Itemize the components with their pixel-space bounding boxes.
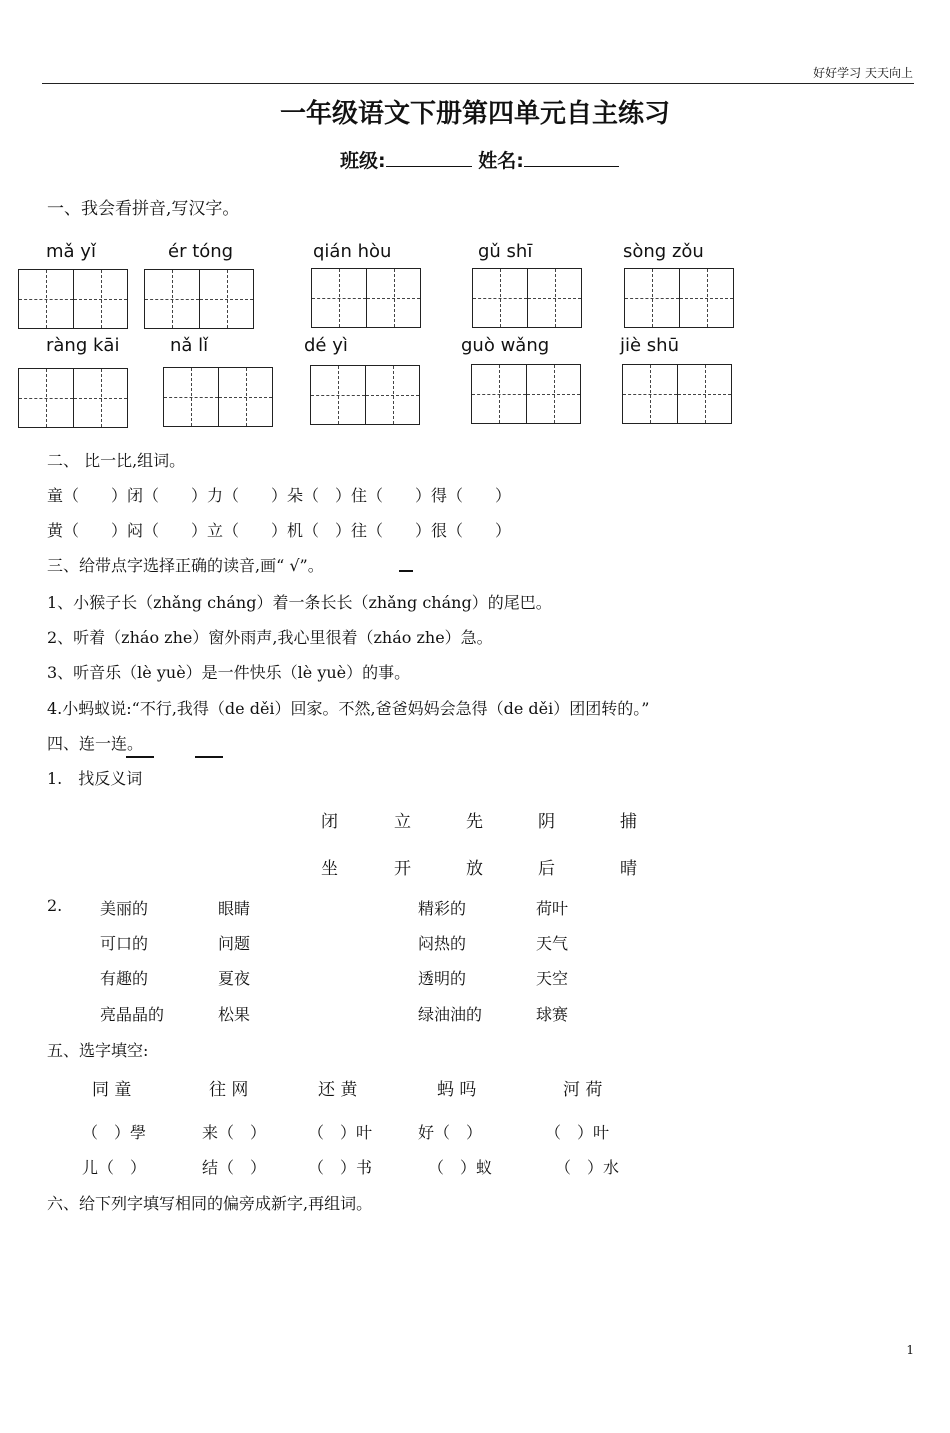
writing-grid[interactable] (471, 364, 581, 424)
header-rule (42, 83, 914, 84)
class-label: 班级: (340, 150, 386, 172)
page-number: 1 (906, 1343, 914, 1357)
section2-heading: 二、 比一比,组词。 (47, 451, 186, 470)
antonym-top-word[interactable]: 闭 (321, 812, 338, 832)
fill-blank[interactable]: （ ）叶 (545, 1123, 610, 1142)
fill-blank[interactable]: 儿（ ） (82, 1158, 147, 1177)
section6-heading: 六、给下列字填写相同的偏旁成新字,再组词。 (47, 1194, 373, 1213)
fill-blank[interactable]: （ ）學 (82, 1123, 147, 1142)
class-blank[interactable] (386, 148, 472, 167)
writing-grid[interactable] (624, 268, 734, 328)
fill-blank[interactable]: （ ）水 (555, 1158, 620, 1177)
char-choice-group: 还 黄 (318, 1080, 358, 1100)
header-slogan: 好好学习 天天向上 (813, 66, 913, 80)
fill-blank[interactable]: 结（ ） (202, 1158, 267, 1177)
match-word[interactable]: 夏夜 (218, 969, 251, 988)
fill-blank[interactable]: 好（ ） (418, 1123, 483, 1142)
antonym-top-word[interactable]: 捕 (620, 812, 637, 832)
pronunciation-item-1[interactable]: 1、小猴子长（zhǎng cháng）着一条长长（zhǎng cháng）的尾巴。 (47, 593, 552, 612)
name-blank[interactable] (524, 148, 619, 167)
antonym-bottom-word[interactable]: 后 (538, 859, 555, 879)
student-info (340, 146, 619, 173)
match-word[interactable]: 绿油油的 (418, 1005, 483, 1024)
match-word[interactable]: 松果 (218, 1005, 251, 1024)
pinyin-10: jiè shū (620, 335, 679, 356)
pinyin-7: nǎ lǐ (170, 335, 209, 356)
pronunciation-item-4[interactable]: 4.小蚂蚁说:“不行,我得（de děi）回家。不然,爸爸妈妈会急得（de děi）团团转的。” (47, 699, 650, 718)
pinyin-4: gǔ shī (478, 241, 533, 262)
section4-heading: 四、连一连。 (47, 734, 144, 753)
match-word[interactable]: 美丽的 (100, 899, 149, 918)
char-choice-group: 河 荷 (563, 1080, 603, 1100)
writing-grid[interactable] (18, 269, 128, 329)
antonym-top-word[interactable]: 立 (394, 812, 411, 832)
pinyin-5: sòng zǒu (623, 241, 704, 262)
match-word[interactable]: 透明的 (418, 969, 467, 988)
compare-row-1[interactable]: 童（ ）闭（ ）力（ ）朵（ ）住（ ）得（ ） (47, 486, 512, 505)
match-word[interactable]: 有趣的 (100, 969, 149, 988)
pronunciation-item-3[interactable]: 3、听音乐（lè yuè）是一件快乐（lè yuè）的事。 (47, 663, 411, 682)
antonym-bottom-word[interactable]: 开 (394, 859, 411, 879)
match-word[interactable]: 可口的 (100, 934, 149, 953)
writing-grid[interactable] (472, 268, 582, 328)
writing-grid[interactable] (311, 268, 421, 328)
match-word[interactable]: 精彩的 (418, 899, 467, 918)
match-word[interactable]: 亮晶晶的 (100, 1005, 165, 1024)
stray-underline (126, 756, 154, 758)
compare-row-2[interactable]: 黄（ ）闷（ ）立（ ）机（ ）往（ ）很（ ） (47, 521, 512, 540)
fill-blank[interactable]: （ ）书 (308, 1158, 373, 1177)
pinyin-6: ràng kāi (46, 335, 120, 356)
pinyin-3: qián hòu (313, 241, 392, 262)
page-title: 一年级语文下册第四单元自主练习 (279, 99, 670, 129)
char-choice-group: 蚂 吗 (437, 1080, 477, 1100)
section5-heading: 五、选字填空: (47, 1041, 149, 1060)
pinyin-8: dé yì (304, 335, 348, 356)
fill-blank[interactable]: （ ）蚁 (428, 1158, 493, 1177)
section3-heading: 三、给带点字选择正确的读音,画“ √”。 (47, 556, 324, 575)
antonym-bottom-word[interactable]: 放 (466, 859, 483, 879)
antonym-bottom-word[interactable]: 坐 (321, 859, 338, 879)
char-choice-group: 同 童 (92, 1080, 132, 1100)
antonym-bottom-word[interactable]: 晴 (620, 859, 637, 879)
match-word[interactable]: 闷热的 (418, 934, 467, 953)
match-word[interactable]: 问题 (218, 934, 251, 953)
stray-underline (195, 756, 223, 758)
pinyin-1: mǎ yǐ (46, 241, 96, 262)
stray-underline (399, 570, 413, 572)
antonym-top-word[interactable]: 先 (466, 812, 483, 832)
pinyin-9: guò wǎng (461, 335, 550, 356)
section1-heading: 一、我会看拼音,写汉字。 (47, 199, 240, 219)
name-label: 姓名: (478, 150, 524, 172)
match-word[interactable]: 眼睛 (218, 899, 251, 918)
pronunciation-item-2[interactable]: 2、听着（zháo zhe）窗外雨声,我心里很着（zháo zhe）急。 (47, 628, 493, 647)
fill-blank[interactable]: （ ）叶 (308, 1123, 373, 1142)
pinyin-2: ér tóng (168, 241, 234, 262)
antonym-label: 1. 找反义词 (47, 769, 143, 788)
writing-grid[interactable] (622, 364, 732, 424)
writing-grid[interactable] (18, 368, 128, 428)
match-word[interactable]: 天气 (536, 934, 569, 953)
writing-grid[interactable] (144, 269, 254, 329)
char-choice-group: 往 网 (209, 1080, 249, 1100)
match-label: 2. (47, 896, 63, 915)
writing-grid[interactable] (163, 367, 273, 427)
fill-blank[interactable]: 来（ ） (202, 1123, 267, 1142)
writing-grid[interactable] (310, 365, 420, 425)
match-word[interactable]: 天空 (536, 969, 569, 988)
match-word[interactable]: 球赛 (536, 1005, 569, 1024)
match-word[interactable]: 荷叶 (536, 899, 569, 918)
antonym-top-word[interactable]: 阴 (538, 812, 555, 832)
